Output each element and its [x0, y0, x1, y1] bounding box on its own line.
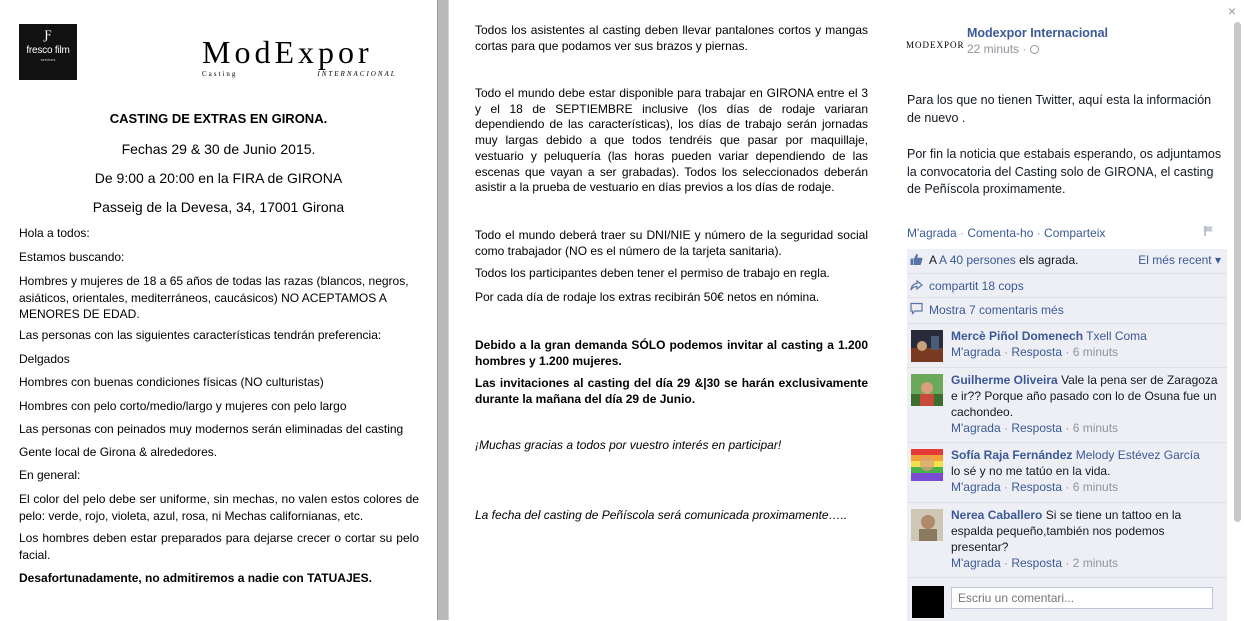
doc-paragraph: El color del pelo debe ser uniforme, sin mechas, no valen estos colores de pelo: verde, rojo, violeta, azul, rosa, ni Mechas californianas, etc. — [19, 492, 419, 523]
doc-paragraph: Todos los participantes deben tener el permiso de trabajo en regla. — [475, 266, 830, 280]
feedback-box — [907, 249, 1227, 577]
comment-like-link[interactable]: M'agrada — [951, 480, 1001, 494]
post-time-text[interactable]: 22 minuts · — [967, 42, 1027, 56]
comment-meta — [951, 421, 1118, 435]
comment-meta — [951, 345, 1118, 359]
separator: · — [1000, 421, 1012, 435]
share-arrow-icon — [910, 279, 923, 292]
avatar[interactable] — [911, 374, 943, 406]
doc-paragraph: En general: — [19, 468, 81, 482]
comment-time[interactable]: 2 minuts — [1072, 556, 1119, 570]
comment-like-link[interactable]: M'agrada — [951, 345, 1001, 359]
comment-reply-link[interactable]: Resposta — [1011, 556, 1063, 570]
page-divider — [437, 0, 449, 620]
comment-author[interactable]: Sofía Raja Fernández — [951, 448, 1073, 462]
facebook-photo-sidebar — [894, 0, 1244, 620]
comment-author[interactable]: Mercè Piñol Domenech — [951, 329, 1084, 343]
post-text-intro: Para los que no tienen Twitter, aquí esta la información de nuevo . — [907, 93, 1212, 125]
doc-paragraph: Todo el mundo debe estar disponible para trabajar en GIRONA entre el 3 y el 18 de SEPTIEMBRE inclusive (los días de rodaje variaran dependiendo de las características), los días de trabajo serán jornadas muy largas debido a que todos tendréis que pasar por maquillaje, vestuario y peluquería (las horas pueden variar dependiendo de las escenas que vayan a ser grabadas). Todos los seleccionados deberán asistir a la prueba de vestuario en días previos a los días de rodaje. — [475, 86, 868, 195]
close-icon[interactable]: × — [1227, 3, 1236, 19]
doc-paragraph: Hombres con pelo corto/medio/largo y mujeres con pelo largo — [19, 399, 347, 413]
comment-tag[interactable]: Txell Coma — [1086, 329, 1147, 343]
likes-prefix: A — [929, 253, 940, 267]
post-text-body: Por fin la noticia que estabais esperando, os adjuntamos la convocatoria del Casting solo de GIRONA, el casting de Peñíscola proximamente. — [907, 147, 1222, 196]
comment-reply-link[interactable]: Resposta — [1011, 480, 1063, 494]
comment-text: Si se tiene un tattoo en la espalda pequeño,también nos podemos presentar? — [951, 508, 1182, 554]
separator: · — [1000, 480, 1012, 494]
comment-item — [907, 442, 1227, 503]
likes-text — [929, 253, 1078, 267]
thumbs-up-icon — [910, 253, 923, 266]
casting-document-page-2 — [449, 0, 894, 620]
doc-paragraph: Las invitaciones al casting del día 29 &|30 se harán exclusivamente durante la mañana del día 29 de Junio. — [475, 376, 868, 406]
casting-dates: Fechas 29 & 30 de Junio 2015. — [121, 141, 316, 157]
comment-text: lo sé y no me tatúo en la vida. — [951, 464, 1111, 478]
separator: · — [1062, 345, 1073, 359]
separator: · — [1062, 421, 1073, 435]
sidebar-scrollbar[interactable] — [1234, 22, 1241, 522]
comment-meta — [951, 480, 1118, 494]
globe-icon — [1030, 45, 1039, 54]
likes-suffix: els agrada. — [1015, 253, 1079, 267]
fresco-film-logo-sub: services — [40, 57, 56, 62]
comment-body — [951, 328, 1221, 360]
casting-title: CASTING DE EXTRAS EN GIRONA. — [109, 111, 328, 126]
post-actions — [907, 226, 1105, 240]
comment-composer — [907, 577, 1227, 621]
like-link[interactable]: M'agrada — [907, 226, 957, 240]
shares-link[interactable]: compartit 18 cops — [929, 279, 1024, 293]
page-profile-logo[interactable]: MODEXPOR — [906, 40, 965, 50]
post-timestamp[interactable] — [967, 42, 1039, 56]
doc-paragraph: Las personas con peinados muy modernos serán eliminadas del casting — [19, 422, 404, 436]
doc-paragraph: La fecha del casting de Peñíscola será comunicada proximamente….. — [475, 508, 848, 522]
comment-item — [907, 502, 1227, 578]
doc-paragraph: Las personas con las siguientes características tendrán preferencia: — [19, 328, 382, 342]
fresco-film-logo — [19, 24, 77, 80]
comment-sort-dropdown[interactable]: El més recent ▾ — [1138, 253, 1221, 267]
share-link[interactable]: Comparteix — [1044, 226, 1106, 240]
doc-paragraph: Todo el mundo deberá traer su DNI/NIE y número de la seguridad social como trabajador (NO es el número de la tarjeta sanitaria). — [475, 228, 868, 258]
casting-address: Passeig de la Devesa, 34, 17001 Girona — [92, 199, 345, 215]
separator: · — [1062, 556, 1073, 570]
page-name-link[interactable]: Modexpor Internacional — [967, 26, 1108, 40]
flag-icon[interactable] — [1203, 225, 1215, 237]
casting-hours: De 9:00 a 20:00 en la FIRA de GIRONA — [94, 170, 343, 186]
modexpor-logo-wordmark: ModExpor — [202, 34, 373, 70]
doc-paragraph: Hola a todos: — [19, 226, 90, 240]
comment-input[interactable] — [951, 587, 1213, 609]
modexpor-logo-internacional: INTERNACIONAL — [317, 70, 397, 78]
doc-paragraph-tattoos: Desafortunadamente, no admitiremos a nadie con TATUAJES. — [19, 571, 372, 585]
comment-like-link[interactable]: M'agrada — [951, 421, 1001, 435]
comment-body — [951, 507, 1221, 571]
comment-item — [907, 367, 1227, 443]
comment-body — [951, 447, 1221, 495]
avatar[interactable] — [911, 330, 943, 362]
comment-body — [951, 372, 1221, 436]
modexpor-logo — [202, 36, 402, 84]
likes-count-link[interactable]: A 40 persones — [939, 253, 1016, 267]
doc-paragraph: Los hombres deben estar preparados para dejarse crecer o cortar su pelo facial. — [19, 531, 419, 562]
comment-reply-link[interactable]: Resposta — [1011, 421, 1063, 435]
comment-bubble-icon — [910, 302, 923, 315]
comment-like-link[interactable]: M'agrada — [951, 556, 1001, 570]
avatar[interactable] — [911, 449, 943, 481]
separator: · — [1062, 480, 1073, 494]
more-comments-row[interactable] — [907, 297, 1227, 324]
doc-paragraph: Hombres y mujeres de 18 a 65 años de todas las razas (blancos, negros, asiáticos, orientales, mediterráneos, caucásicos) NO ACEPTAMOS A MENORES DE EDAD. — [19, 274, 409, 321]
fresco-film-logo-mark: Ƒ — [44, 27, 52, 42]
separator: · — [1000, 556, 1012, 570]
doc-paragraph: Debido a la gran demanda SÓLO podemos invitar al casting a 1.200 hombres y 1.200 mujeres. — [475, 338, 868, 368]
comment-link[interactable]: Comenta-ho — [967, 226, 1034, 240]
separator: · — [1000, 345, 1012, 359]
shares-row[interactable] — [907, 273, 1227, 298]
more-comments-link[interactable]: Mostra 7 comentaris més — [929, 303, 1064, 317]
comment-time[interactable]: 6 minuts — [1072, 421, 1119, 435]
fresco-film-logo-name: fresco film — [26, 45, 70, 56]
comment-meta — [951, 556, 1118, 570]
doc-paragraph: Gente local de Girona & alrededores. — [19, 445, 218, 459]
avatar — [912, 586, 944, 618]
separator: · — [1033, 226, 1045, 240]
comment-time[interactable]: 6 minuts — [1072, 480, 1119, 494]
doc-paragraph: Por cada día de rodaje los extras recibirán 50€ netos en nómina. — [475, 290, 820, 304]
doc-paragraph: ¡Muchas gracias a todos por vuestro interés en participar! — [475, 438, 782, 452]
comment-author[interactable]: Guilherme Oliveira — [951, 373, 1058, 387]
scrollbar-thumb[interactable] — [1234, 22, 1241, 522]
likes-row — [907, 249, 1227, 273]
doc-paragraph: Delgados — [19, 352, 70, 366]
doc-paragraph: Todos los asistentes al casting deben llevar pantalones cortos y mangas cortas para que podamos ver sus brazos y piernas. — [475, 23, 868, 53]
comment-reply-link[interactable]: Resposta — [1011, 345, 1063, 359]
comment-text: Vale la pena ser de Zaragoza e ir?? Porque año pasado con lo de Osuna fue un cachondeo. — [951, 373, 1218, 419]
doc-paragraph: Hombres con buenas condiciones físicas (NO culturistas) — [19, 375, 324, 389]
modexpor-logo-casting: Casting — [202, 70, 238, 78]
avatar[interactable] — [911, 509, 943, 541]
separator: · — [956, 226, 968, 240]
comment-author[interactable]: Nerea Caballero — [951, 508, 1043, 522]
comment-item — [907, 323, 1227, 368]
casting-document-page-1 — [0, 0, 437, 620]
modexpor-logo-subline — [202, 70, 402, 78]
comment-time[interactable]: 6 minuts — [1072, 345, 1119, 359]
comment-tag[interactable]: Melody Estévez García — [1075, 448, 1200, 462]
doc-paragraph: Estamos buscando: — [19, 250, 125, 264]
